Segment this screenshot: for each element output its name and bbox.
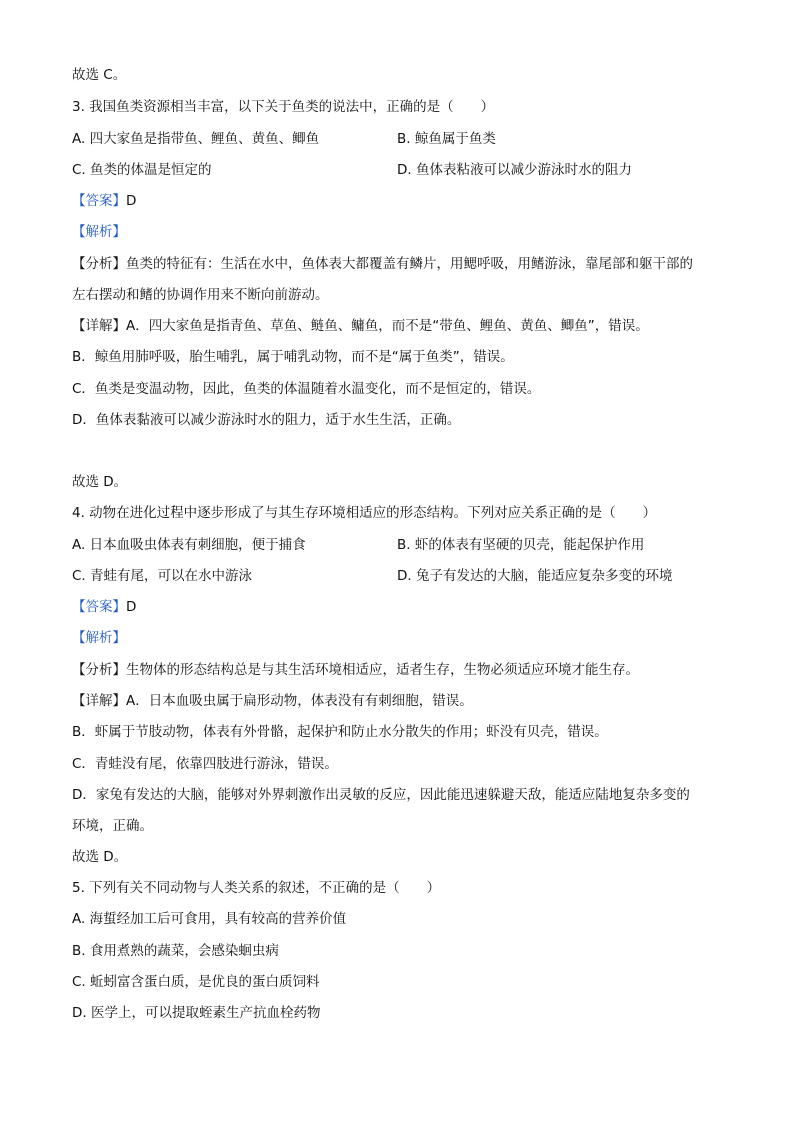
q3-answer: D [126,193,137,209]
q5-stem: 5. 下列有关不同动物与人类关系的叙述，不正确的是（ ） [72,880,441,896]
q3-answer-line [72,192,136,210]
q4-answer: D [126,599,137,615]
q4-analysis-line [72,629,126,647]
q4-fenxi-text1: 生物体的形态结构总是与其生活环境相适应，适者生存，生物必须适应环境才能生存。 [126,662,639,678]
q4-fenxi-line1 [72,661,639,679]
q4-stem: 4. 动物在进化过程中逐步形成了与其生存环境相适应的形态结构。下列对应关系正确的是（ ） [72,505,657,521]
q2-conclusion: 故选 C。 [72,67,127,83]
q3-detail-a-line [72,317,649,335]
q4-detail-a-line [72,692,473,710]
fenxi-tag: 【分析】 [72,662,126,678]
q3-option-a: A. 四大家鱼是指带鱼、鲤鱼、黄鱼、鲫鱼 [72,131,320,147]
q4-detail-d2: 环境，正确。 [72,818,153,834]
q4-option-c: C. 青蛙有尾，可以在水中游泳 [72,568,253,584]
q3-analysis-line [72,223,126,241]
q5-option-a: A. 海蜇经加工后可食用，具有较高的营养价值 [72,911,347,927]
q3-detail-d: D．鱼体表黏液可以减少游泳时水的阻力，适于水生生活，正确。 [72,412,461,428]
q4-detail-d1: D．家兔有发达的大脑，能够对外界刺激作出灵敏的反应，因此能迅速躲避天敌，能适应陆地复杂多变的 [72,787,690,803]
q3-detail-c: C．鱼类是变温动物，因此，鱼类的体温随着水温变化，而不是恒定的，错误。 [72,381,541,397]
q4-conclusion: 故选 D。 [72,849,128,865]
q4-option-a: A. 日本血吸虫体表有刺细胞，便于捕食 [72,537,306,553]
q4-detail-b: B．虾属于节肢动物，体表有外骨骼，起保护和防止水分散失的作用；虾没有贝壳，错误。 [72,724,608,740]
answer-tag: 【答案】 [72,599,126,615]
q5-option-d: D. 医学上，可以提取蛭素生产抗血栓药物 [72,1005,321,1021]
q3-fenxi-line2: 左右摆动和鳍的协调作用来不断向前游动。 [72,287,329,303]
answer-tag: 【答案】 [72,193,126,209]
q3-option-c: C. 鱼类的体温是恒定的 [72,162,212,178]
fenxi-tag: 【分析】 [72,256,126,272]
q3-fenxi-text1: 鱼类的特征有：生活在水中，鱼体表大都覆盖有鳞片，用鳃呼吸，用鳍游泳，靠尾部和躯干部的 [126,256,693,272]
analysis-tag: 【解析】 [72,224,126,240]
q3-option-b: B. 鲸鱼属于鱼类 [397,131,496,147]
q4-detail-c: C．青蛙没有尾，依靠四肢进行游泳，错误。 [72,756,338,772]
q3-stem: 3. 我国鱼类资源相当丰富，以下关于鱼类的说法中，正确的是（ ） [72,99,495,115]
xiangjie-tag: 【详解】 [72,318,126,334]
xiangjie-tag: 【详解】 [72,693,126,709]
q3-option-d: D. 鱼体表粘液可以减少游泳时水的阻力 [397,162,632,178]
q3-fenxi-line1 [72,255,693,273]
q4-option-d: D. 兔子有发达的大脑，能适应复杂多变的环境 [397,568,673,584]
q5-option-b: B. 食用煮熟的蔬菜，会感染蛔虫病 [72,943,279,959]
q4-option-b: B. 虾的体表有坚硬的贝壳，能起保护作用 [397,537,645,553]
q3-conclusion: 故选 D。 [72,474,128,490]
q4-detail-a: A．日本血吸虫属于扁形动物，体表没有有刺细胞，错误。 [126,693,473,709]
analysis-tag: 【解析】 [72,630,126,646]
q3-detail-a: A．四大家鱼是指青鱼、草鱼、鲢鱼、鳙鱼，而不是“带鱼、鲤鱼、黄鱼、鲫鱼”，错误。 [126,318,649,334]
q5-option-c: C. 蚯蚓富含蛋白质，是优良的蛋白质饲料 [72,974,320,990]
q4-answer-line [72,598,136,616]
q3-detail-b: B．鲸鱼用肺呼吸，胎生哺乳，属于哺乳动物，而不是“属于鱼类”，错误。 [72,349,514,365]
